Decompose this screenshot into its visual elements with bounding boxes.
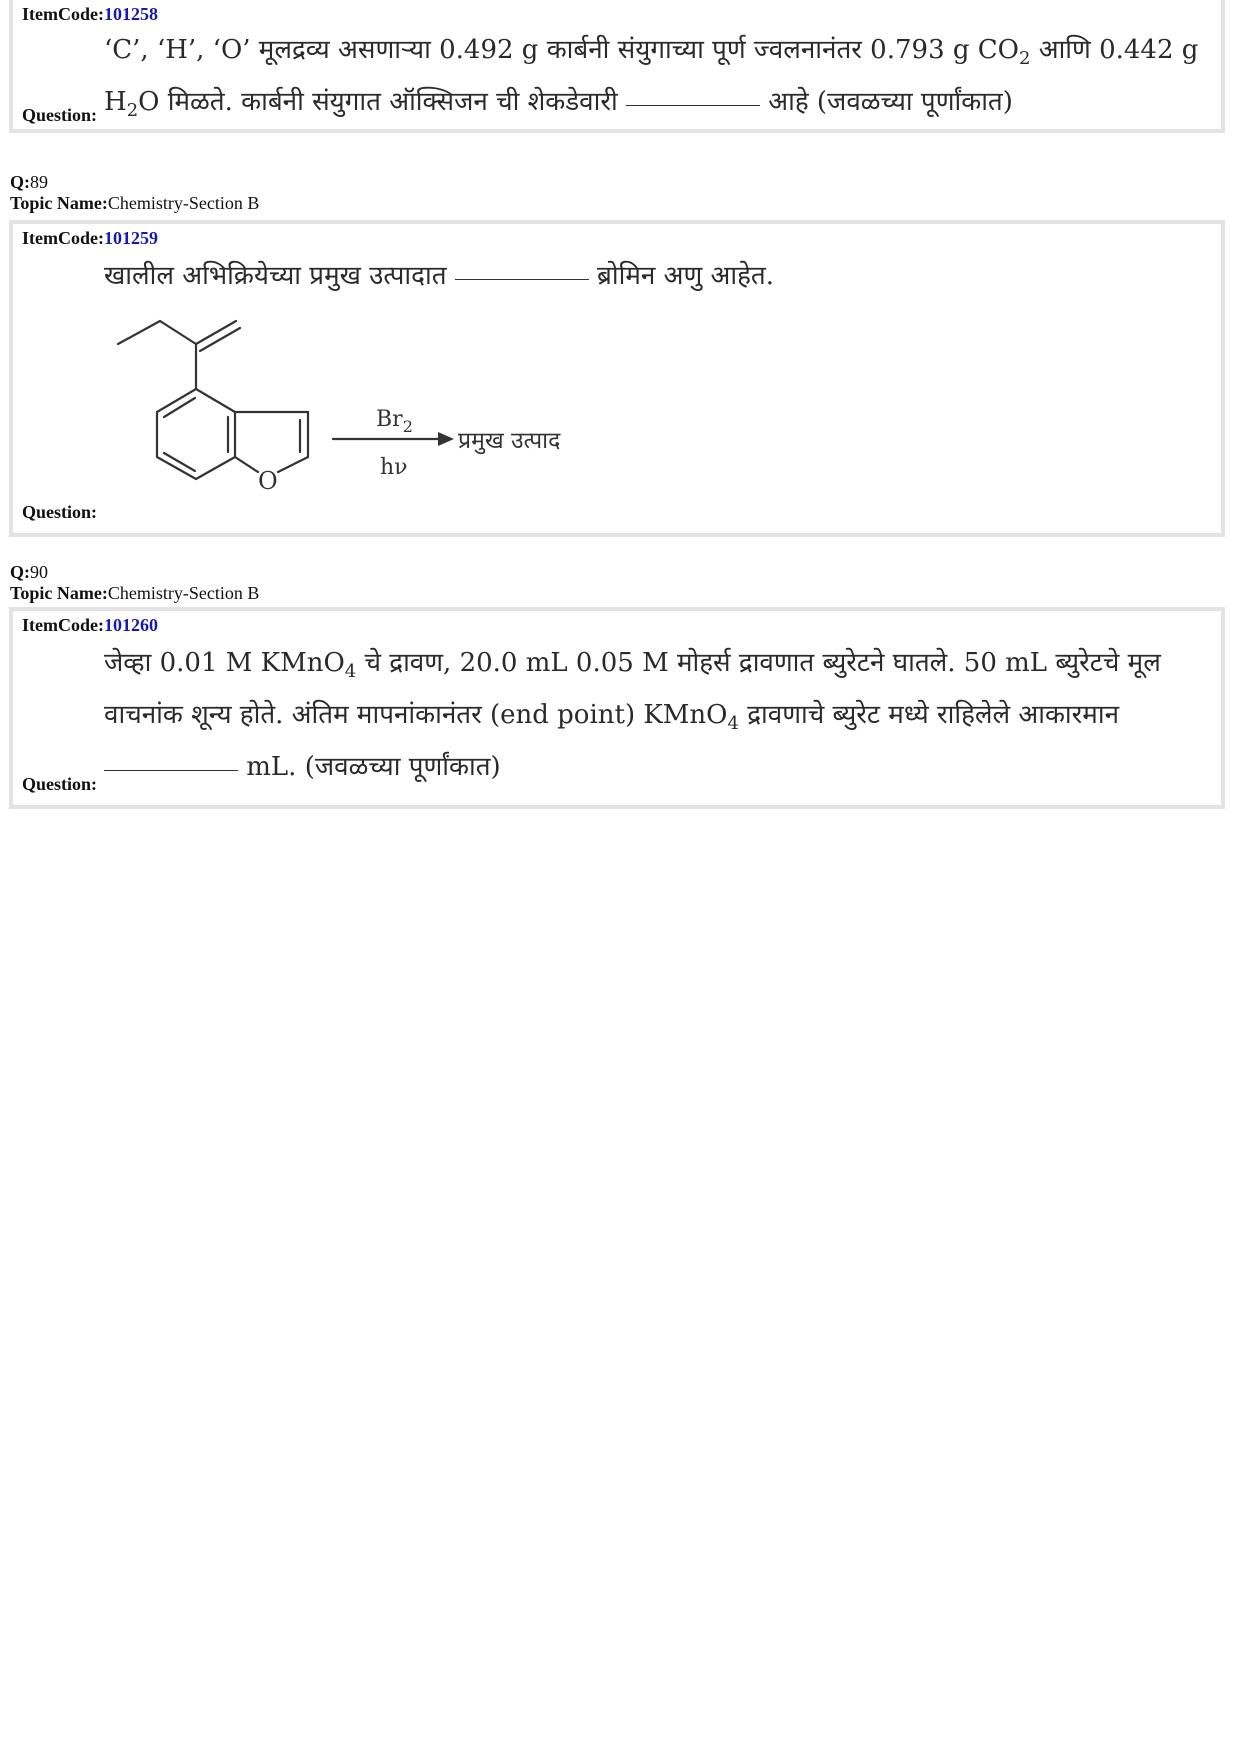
q-number: 90 [30, 562, 48, 582]
text-segment: वाचनांक शून्य होते. अंतिम मापनांकानंतर (end point) KMnO [104, 700, 728, 730]
question-header-89 [10, 172, 259, 214]
text-segment: H [104, 87, 127, 117]
text-segment: O मिळते. कार्बनी संयुगात ऑक्सिजन ची शेकडेवारी [138, 87, 626, 117]
oxygen-atom: O [258, 467, 278, 495]
bond [235, 457, 258, 472]
bond [160, 321, 196, 344]
subscript: 2 [1019, 48, 1031, 70]
answer-blank [455, 279, 589, 280]
text-segment: mL. (जवळच्या पूर्णांकात) [238, 752, 501, 782]
subscript: 2 [126, 100, 139, 122]
subscript: 4 [344, 661, 357, 683]
bond [118, 321, 160, 344]
condition: hν [380, 455, 408, 480]
item-code-value: 101259 [103, 228, 158, 248]
text-segment: ‘C’, ‘H’, ‘O’ मूलद्रव्य असणाऱ्या 0.492 g कार्बनी संयुगाच्या पूर्ण ज्वलनानंतर 0.793 g CO [104, 35, 1019, 65]
text-segment: ब्रोमिन अणु आहेत. [588, 261, 774, 291]
question-card-101260 [9, 607, 1225, 809]
text-segment: जेव्हा 0.01 M KMnO [104, 648, 345, 678]
item-code-label: ItemCode: [22, 615, 104, 635]
text-segment: द्रावणाचे ब्युरेट मध्ये राहिलेले आकारमान [738, 700, 1120, 730]
bond [164, 398, 195, 417]
text-segment: आहे (जवळच्या पूर्णांकात) [760, 87, 1013, 117]
reagent: $Br_2$ [376, 407, 413, 436]
reaction-scheme [108, 316, 628, 526]
bond [164, 453, 195, 471]
topic-value: Chemistry-Section B [107, 193, 260, 213]
q-label: Q: [10, 172, 30, 192]
text-segment: खालील अभिक्रियेच्या प्रमुख उत्पादात [104, 261, 455, 291]
question-card-101258 [9, 0, 1225, 133]
question-label: Question: [22, 774, 98, 794]
subscript: 4 [727, 713, 739, 735]
question-line [104, 689, 1211, 741]
text-segment: आणि 0.442 g [1030, 35, 1199, 65]
product-label: प्रमुख उत्पाद [458, 428, 561, 454]
question-label: Question: [22, 105, 98, 125]
question-label: Question: [22, 502, 98, 522]
question-number [10, 562, 259, 583]
item-code-value: 101260 [103, 615, 158, 635]
item-code-label: ItemCode: [22, 228, 104, 248]
topic-name [10, 583, 259, 604]
arrow-head [438, 432, 454, 446]
q-number: 89 [30, 172, 48, 192]
question-line [104, 741, 1211, 793]
question-number [10, 172, 259, 193]
text-segment: चे द्रावण, 20.0 mL 0.05 M मोहर्स द्रावणात ब्युरेटने घातले. 50 mL ब्युरेटचे मूल [356, 648, 1161, 678]
item-code [22, 228, 158, 249]
answer-blank [104, 770, 238, 771]
question-line [104, 76, 1211, 128]
q-label: Q: [10, 562, 30, 582]
item-code-value: 101258 [103, 4, 158, 24]
answer-blank [626, 105, 760, 106]
question-header-90 [10, 562, 259, 604]
item-code [22, 4, 158, 25]
topic-value: Chemistry-Section B [107, 583, 260, 603]
question-text [104, 24, 1211, 128]
item-code-label: ItemCode: [22, 4, 104, 24]
topic-label: Topic Name: [10, 583, 108, 603]
bond [278, 457, 308, 472]
question-card-101259 [9, 220, 1225, 537]
benzene-ring [157, 389, 235, 479]
question-text [104, 250, 1211, 302]
topic-label: Topic Name: [10, 193, 108, 213]
question-line [104, 637, 1211, 689]
question-line [104, 24, 1211, 76]
item-code [22, 615, 158, 636]
topic-name [10, 193, 259, 214]
question-text [104, 637, 1211, 793]
